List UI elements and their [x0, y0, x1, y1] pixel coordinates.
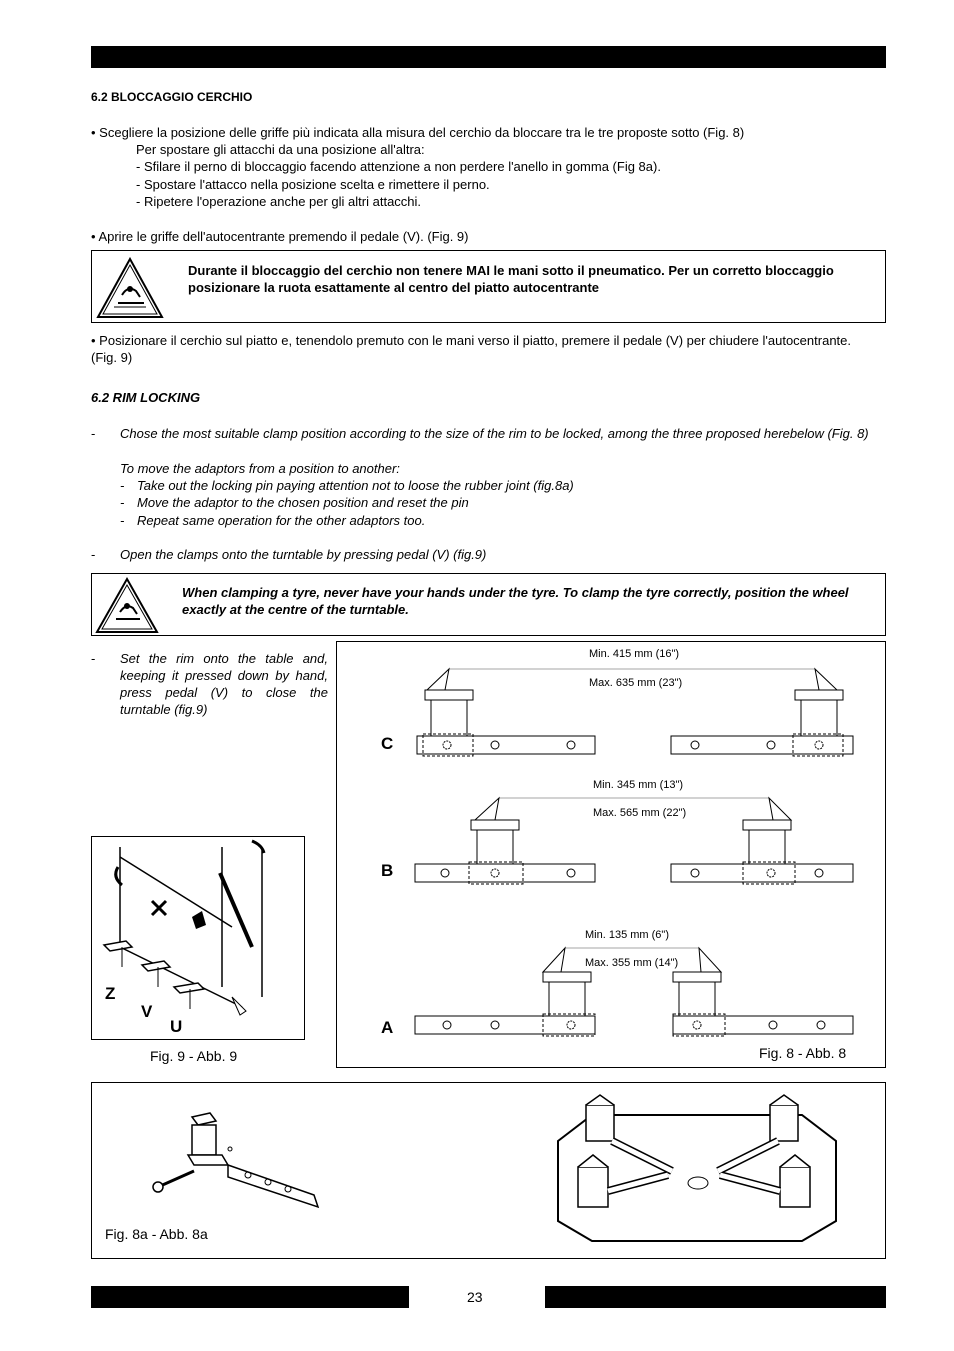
en-sub-1: Take out the locking pin paying attention not to loose the rubber joint (fig.8a) [137, 478, 574, 493]
footer-bar-right [545, 1286, 886, 1308]
a-max-label: Max. 355 mm (14") [585, 957, 679, 969]
position-b-label: B [381, 861, 394, 880]
fig9-frame [91, 836, 305, 1040]
warning-hands-icon [94, 255, 166, 321]
en-sub-dash-1: - [120, 478, 125, 493]
fig9-caption: Fig. 9 - Abb. 9 [150, 1048, 238, 1064]
adaptor-pin-illustration [148, 1107, 348, 1217]
section-heading-it: 6.2 BLOCCAGGIO CERCHIO [91, 90, 253, 104]
it-bullet-1-line2: Per spostare gli attacchi da una posizione all'altra: [136, 142, 425, 157]
en-dash-3: - [91, 651, 96, 666]
pedal-label-u: U [170, 1017, 183, 1036]
en-sub-2: Move the adaptor to the chosen position and reset the pin [137, 495, 469, 510]
en-sub-dash-3: - [120, 513, 125, 528]
clamp-positions-diagram [337, 642, 885, 1067]
en-bullet-1-line2: To move the adaptors from a position to another: [120, 461, 400, 476]
a-min-label: Min. 135 mm (6") [585, 929, 669, 941]
section-heading-en: 6.2 RIM LOCKING [91, 390, 201, 405]
warning-box-it [91, 250, 886, 323]
b-min-label: Min. 345 mm (13") [593, 779, 684, 791]
it-bullet-1-line3: - Sfilare il perno di bloccaggio facendo attenzione a non perdere l'anello in gomma (Fig 8a). [136, 159, 661, 174]
it-bullet-2: • Aprire le griffe dell'autocentrante premendo il pedale (V). (Fig. 9) [91, 229, 469, 244]
page-number: 23 [467, 1289, 483, 1305]
fig8a-frame [91, 1082, 886, 1259]
en-dash-1: - [91, 426, 96, 441]
fig8-caption: Fig. 8 - Abb. 8 [759, 1045, 847, 1061]
en-sub-3: Repeat same operation for the other adaptors too. [137, 513, 426, 528]
pedal-illustration [92, 837, 304, 1039]
en-sub-dash-2: - [120, 495, 125, 510]
warning-hands-icon [94, 576, 160, 634]
pedal-label-v: V [141, 1002, 153, 1021]
warning-text-en: When clamping a tyre, never have your hands under the tyre. To clamp the tyre correctly, position the wheel exactly at the centre of the turntable. [182, 585, 849, 617]
position-c-label: C [381, 734, 394, 753]
en-bullet-3: Set the rim onto the table and, keeping it pressed down by hand, press pedal (V) to close the turntable (fig.9) [120, 651, 328, 717]
header-bar [91, 46, 886, 68]
en-dash-2: - [91, 547, 96, 562]
warning-box-en [91, 573, 886, 636]
warning-text-it: Durante il bloccaggio del cerchio non tenere MAI le mani sotto il pneumatico. Per un corretto bloccaggio posizionare la ruota esattamente al centro del piatto autocentrante [188, 263, 834, 295]
pedal-label-z: Z [105, 984, 116, 1003]
fig8a-caption: Fig. 8a - Abb. 8a [105, 1226, 208, 1242]
it-bullet-1: • Scegliere la posizione delle griffe più indicata alla misura del cerchio da bloccare tra le tre proposte sotto (Fig. 8) [91, 125, 745, 140]
it-bullet-1-line4: - Spostare l'attacco nella posizione scelta e rimettere il perno. [136, 177, 490, 192]
it-bullet-3: • Posizionare il cerchio sul piatto e, tenendolo premuto con le mani verso il piatto, premere il pedale (V) per chiudere l'autocentrante. (Fig. 9) [91, 333, 851, 365]
c-max-label: Max. 635 mm (23") [589, 677, 683, 689]
c-min-label: Min. 415 mm (16") [589, 648, 680, 660]
footer-bar-left [91, 1286, 409, 1308]
position-a-label: A [381, 1018, 394, 1037]
it-bullet-1-line5: - Ripetere l'operazione anche per gli altri attacchi. [136, 194, 422, 209]
b-max-label: Max. 565 mm (22") [593, 807, 687, 819]
en-bullet-1: Chose the most suitable clamp position according to the size of the rim to be locked, among the three proposed herebelow (Fig. 8) [120, 426, 869, 441]
turntable-illustration [552, 1091, 842, 1251]
fig8-frame [336, 641, 886, 1068]
en-bullet-2: Open the clamps onto the turntable by pressing pedal (V) (fig.9) [120, 547, 487, 562]
